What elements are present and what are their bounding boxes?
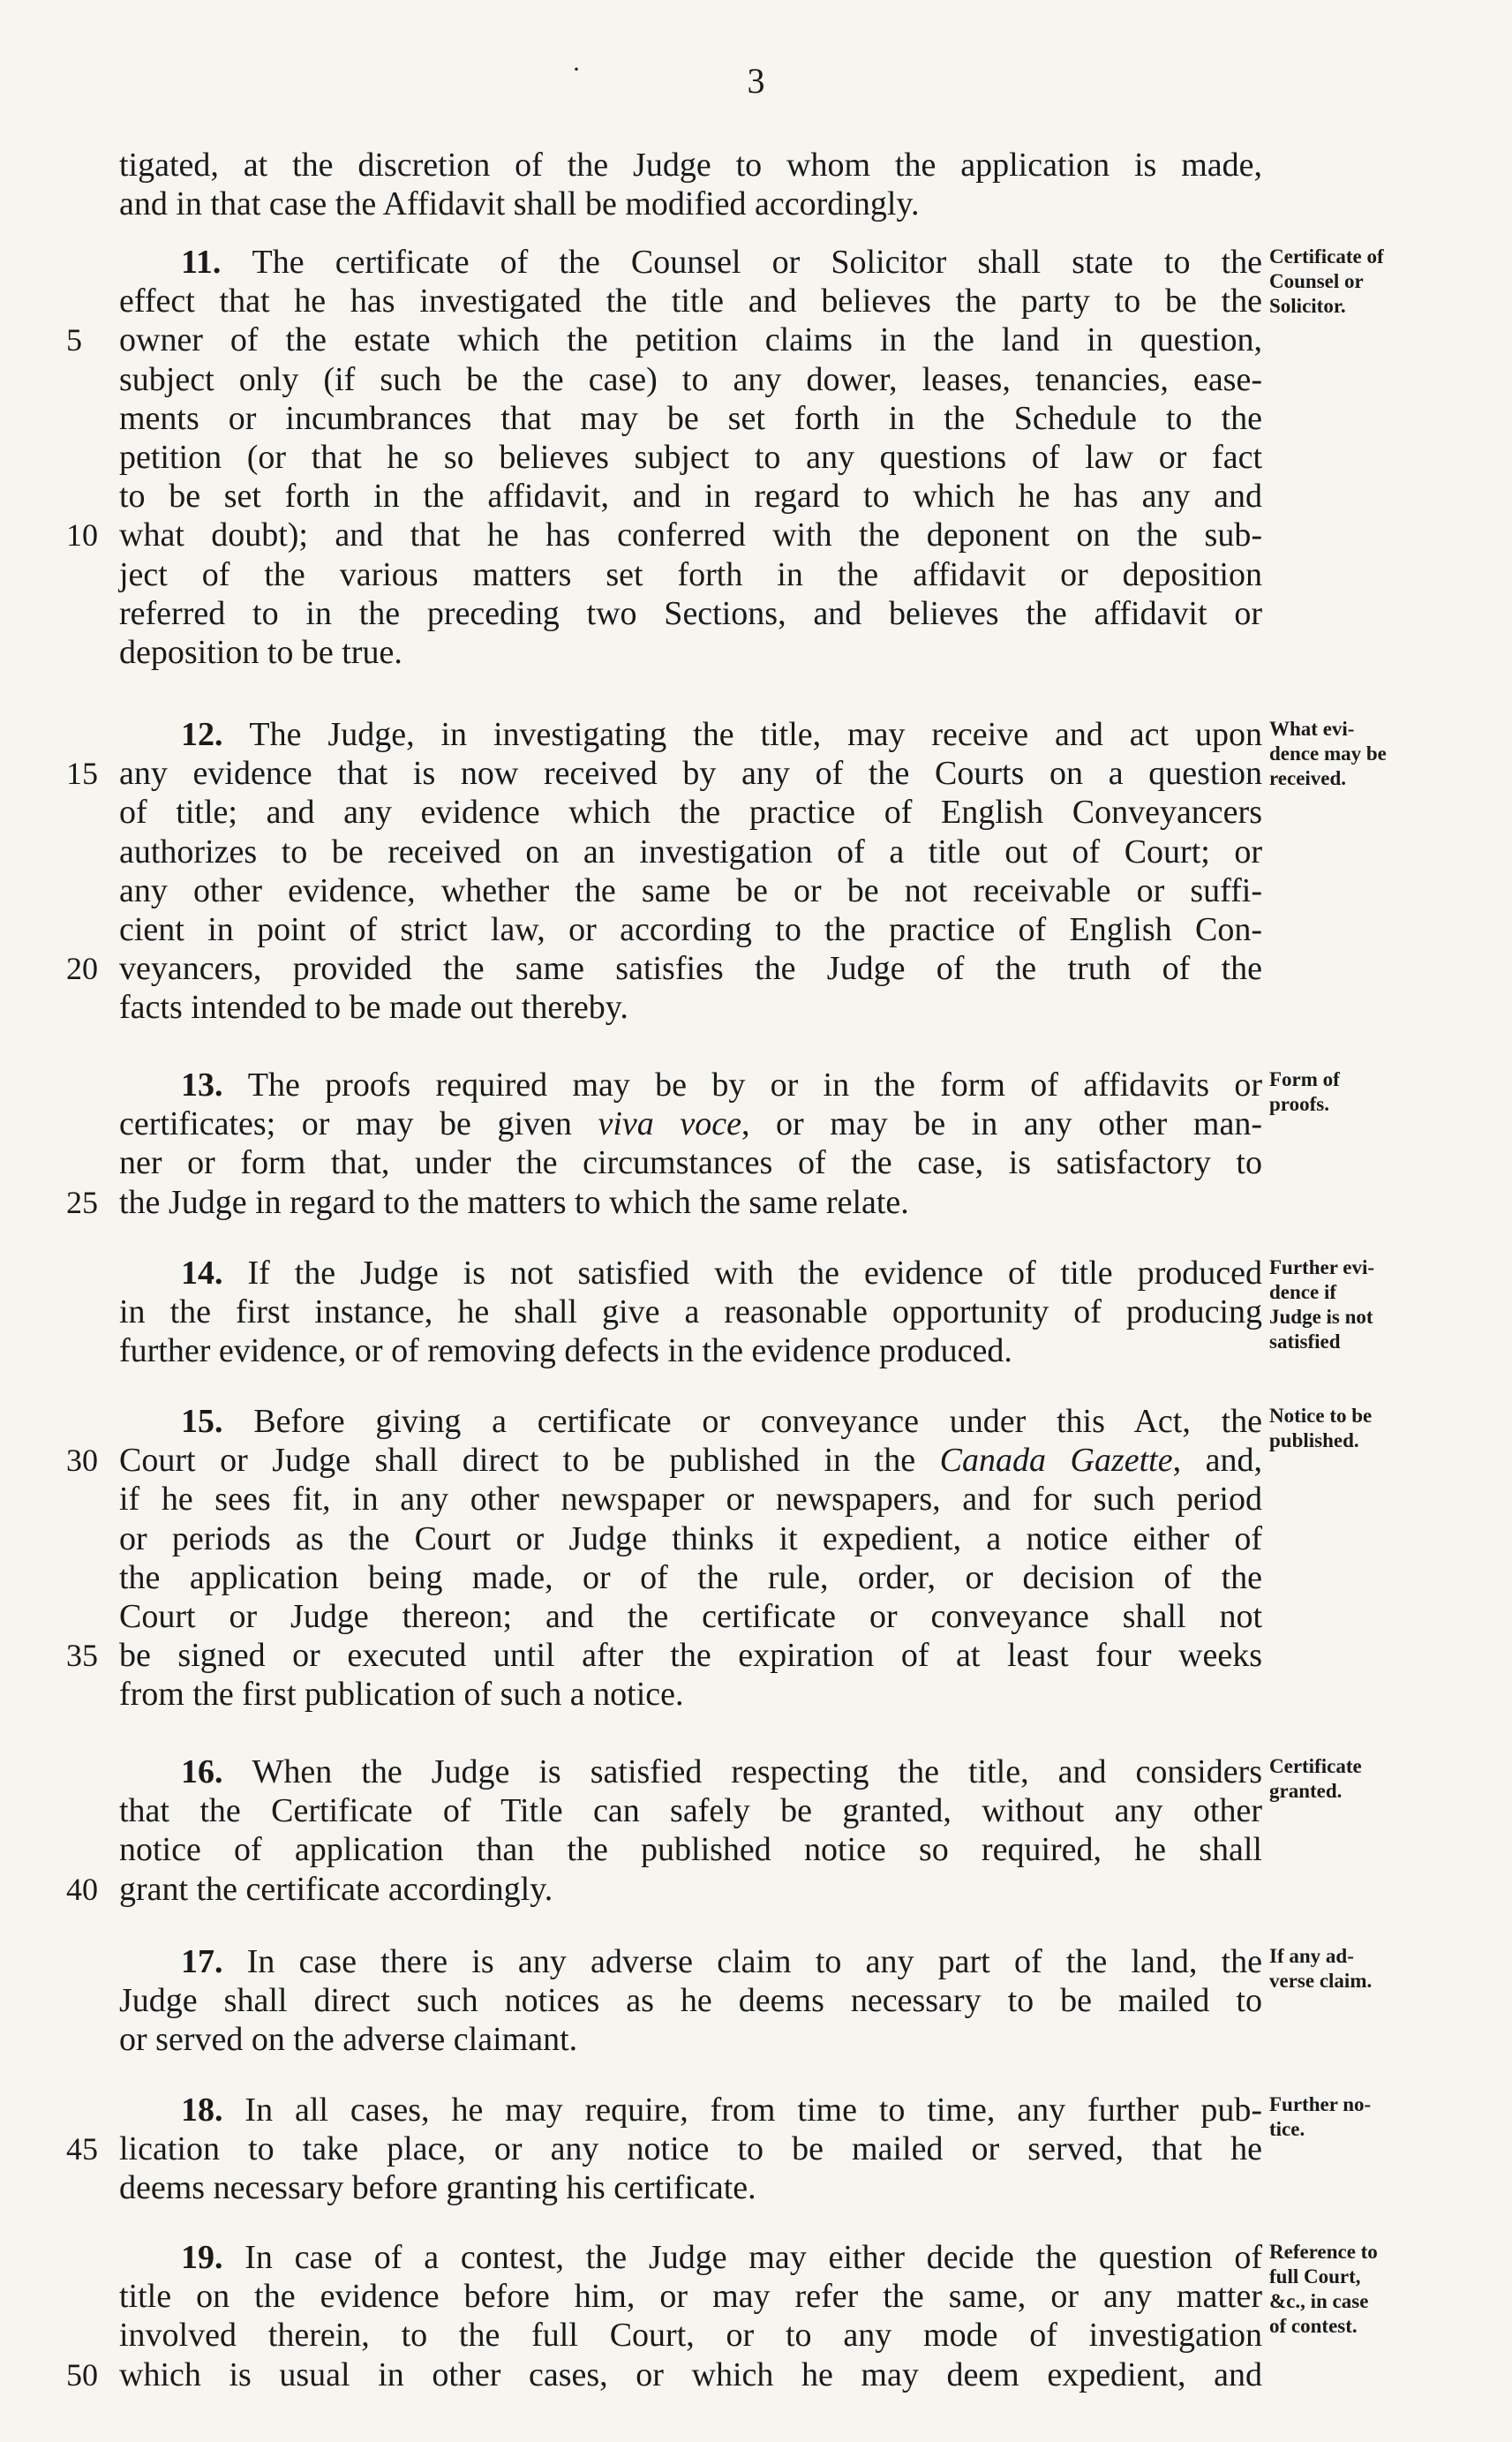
- text-line: if he sees fit, in any other newspaper or newspapers, and for such period: [119, 1481, 1262, 1519]
- line-number: 50: [66, 2356, 98, 2393]
- text-line: that the Certificate of Title can safely be granted, without any other: [119, 1792, 1262, 1830]
- text-line: referred to in the preceding two Sections, and believes the affidavit or: [119, 594, 1262, 632]
- text-line: 50 which is usual in other cases, or which he may deem expedient, and: [66, 2355, 1262, 2393]
- text-line: to be set forth in the affidavit, and in regard to which he has any and: [119, 478, 1262, 516]
- marginal-note-line: dence may be: [1269, 742, 1387, 765]
- text-line: 15. Before giving a certificate or conveyance under this Act, the: [181, 1403, 1263, 1440]
- line-number: 25: [66, 1184, 98, 1220]
- header-mark: ·: [572, 55, 581, 84]
- section-paragraph: [66, 715, 1262, 1028]
- text-line: 17. In case there is any adverse claim to any part of the land, the: [181, 1943, 1263, 1980]
- marginal-note-line: proofs.: [1269, 1093, 1329, 1115]
- marginal-note-line: What evi-: [1269, 718, 1355, 740]
- marginal-note-line: published.: [1269, 1429, 1359, 1451]
- section-paragraph: [66, 2238, 1262, 2394]
- text-line: 25 the Judge in regard to the matters to which the same relate.: [66, 1183, 909, 1221]
- text-line: or served on the adverse claimant.: [119, 2021, 578, 2059]
- text-line: facts intended to be made out thereby.: [119, 989, 628, 1027]
- text-line: notice of application than the published notice so required, he shall: [119, 1831, 1262, 1869]
- text-line: subject only (if such be the case) to any dower, leases, tenancies, ease-: [119, 360, 1262, 398]
- section-number: 19.: [181, 2239, 245, 2276]
- line-number: 35: [66, 1638, 98, 1674]
- text-line: 20 veyancers, provided the same satisfies the Judge of the truth of the: [66, 950, 1262, 988]
- text-line: Judge shall direct such notices as he deems necessary to be mailed to: [119, 1982, 1262, 2020]
- line-number: 45: [66, 2131, 98, 2167]
- line-number: 10: [66, 517, 98, 554]
- marginal-note-line: Certificate: [1269, 1755, 1362, 1777]
- text-line: cient in point of strict law, or according to the practice of English Con-: [119, 910, 1262, 948]
- text-line: 45 lication to take place, or any notice to be mailed or served, that he: [66, 2130, 1262, 2168]
- text-line: in the first instance, he shall give a reasonable opportunity of producing: [119, 1293, 1262, 1331]
- line-number: 30: [66, 1443, 98, 1479]
- text-line: ject of the various matters set forth in the affidavit or deposition: [119, 555, 1262, 593]
- text-line: 12. The Judge, in investigating the title, may receive and act upon: [181, 716, 1262, 753]
- text-line: 30 Court or Judge shall direct to be published in the Canada Gazette, and,: [66, 1442, 1262, 1480]
- marginal-note-line: Reference to: [1269, 2241, 1378, 2263]
- marginal-note-line: Form of: [1269, 1068, 1340, 1090]
- marginal-note: [1269, 245, 1499, 319]
- marginal-note: [1269, 1404, 1499, 1453]
- marginal-note-line: dence if: [1269, 1281, 1337, 1303]
- text-line: deposition to be true.: [119, 633, 402, 671]
- marginal-note: [1269, 1255, 1499, 1354]
- marginal-note-line: full Court,: [1269, 2265, 1361, 2287]
- section-paragraph: [66, 2091, 1263, 2208]
- marginal-note-line: satisfied: [1269, 1330, 1341, 1353]
- line-number: 40: [66, 1871, 98, 1907]
- text-line: further evidence, or of removing defects in the evidence produced.: [119, 1332, 1012, 1370]
- section-paragraph: [66, 1066, 1262, 1222]
- marginal-note-line: Counsel or: [1269, 270, 1364, 292]
- text-line: 35 be signed or executed until after the expiration of at least four weeks: [66, 1637, 1262, 1675]
- text-line: of title; and any evidence which the practice of English Conveyancers: [119, 794, 1262, 832]
- section-number: 14.: [181, 1255, 248, 1292]
- section-paragraph: [119, 146, 1262, 223]
- section-paragraph: [119, 1942, 1262, 2060]
- line-number: 20: [66, 951, 98, 987]
- text-line: ner or form that, under the circumstances of the case, is satisfactory to: [119, 1144, 1262, 1182]
- marginal-note: [1269, 1067, 1499, 1117]
- text-line: 10 what doubt); and that he has conferred with the deponent on the sub-: [66, 516, 1262, 554]
- text-line: or periods as the Court or Judge thinks it expedient, a notice either of: [119, 1519, 1262, 1557]
- text-line: 14. If the Judge is not satisfied with the evidence of title produced: [181, 1255, 1262, 1292]
- text-line: Court or Judge thereon; and the certificate or conveyance shall not: [119, 1597, 1262, 1635]
- text-line: petition (or that he so believes subject to any questions of law or fact: [119, 438, 1262, 476]
- marginal-note-line: granted.: [1269, 1780, 1343, 1802]
- text-line: 5 owner of the estate which the petition claims in the land in question,: [66, 321, 1262, 359]
- marginal-note-line: tice.: [1269, 2118, 1305, 2140]
- section-paragraph: [66, 1752, 1262, 1909]
- marginal-note: [1269, 2240, 1499, 2339]
- text-line: 18. In all cases, he may require, from time to time, any further pub-: [181, 2092, 1263, 2129]
- text-line: effect that he has investigated the title and believes the party to be the: [119, 283, 1262, 320]
- text-line: deems necessary before granting his certificate.: [119, 2169, 756, 2207]
- marginal-note-line: Further evi-: [1269, 1256, 1375, 1278]
- section-number: 16.: [181, 1753, 252, 1790]
- marginal-note: [1269, 717, 1499, 791]
- text-line: 13. The proofs required may be by or in the form of affidavits or: [181, 1066, 1262, 1104]
- marginal-note: [1269, 1754, 1499, 1804]
- section-paragraph: [119, 1254, 1262, 1371]
- text-line: 40 grant the certificate accordingly.: [66, 1870, 553, 1908]
- text-line: authorizes to be received on an investigation of a title out of Court; or: [119, 833, 1262, 871]
- section-number: 17.: [181, 1943, 247, 1980]
- marginal-note-line: Certificate of: [1269, 245, 1384, 268]
- section-number: 13.: [181, 1066, 248, 1104]
- marginal-note-line: Solicitor.: [1269, 295, 1346, 317]
- section-number: 15.: [181, 1403, 254, 1440]
- text-line: any other evidence, whether the same be or be not receivable or suffi-: [119, 871, 1262, 909]
- section-number: 18.: [181, 2092, 245, 2129]
- marginal-note-line: &c., in case: [1269, 2290, 1369, 2312]
- text-line: 19. In case of a contest, the Judge may either decide the question of: [181, 2239, 1262, 2276]
- marginal-note-line: received.: [1269, 767, 1347, 789]
- marginal-note-line: Notice to be: [1269, 1405, 1373, 1427]
- marginal-note-line: verse claim.: [1269, 1970, 1373, 1992]
- text-line: title on the evidence before him, or may refer the same, or any matter: [119, 2278, 1262, 2316]
- text-line: involved therein, to the full Court, or to any mode of investigation: [119, 2317, 1262, 2355]
- marginal-note: [1269, 1944, 1499, 1994]
- marginal-note-line: Further no-: [1269, 2093, 1372, 2115]
- line-number: 5: [66, 322, 82, 358]
- text-line: 15 any evidence that is now received by any of the Courts on a question: [66, 755, 1262, 793]
- line-number: 15: [66, 756, 98, 792]
- text-line: 16. When the Judge is satisfied respecting the title, and considers: [181, 1753, 1262, 1790]
- text-line: from the first publication of such a notice.: [119, 1676, 684, 1714]
- text-line: 11. The certificate of the Counsel or Solicitor shall state to the: [181, 244, 1263, 281]
- marginal-note-line: If any ad-: [1269, 1945, 1354, 1967]
- section-paragraph: [66, 1402, 1263, 1715]
- marginal-note-line: of contest.: [1269, 2315, 1358, 2337]
- marginal-note: [1269, 2092, 1499, 2142]
- section-number: 12.: [181, 716, 250, 753]
- text-line: certificates; or may be given viva voce, or may be in any other man-: [119, 1105, 1262, 1143]
- page-number: 3: [747, 61, 765, 101]
- text-line: ments or incumbrances that may be set forth in the Schedule to the: [119, 399, 1262, 437]
- text-line: the application being made, or of the rule, order, or decision of the: [119, 1558, 1262, 1596]
- text-line: tigated, at the discretion of the Judge to whom the application is made,: [119, 147, 1262, 184]
- marginal-note-line: Judge is not: [1269, 1306, 1373, 1328]
- section-number: 11.: [181, 244, 252, 281]
- text-line: and in that case the Affidavit shall be modified accordingly.: [119, 185, 920, 223]
- section-paragraph: [66, 243, 1263, 672]
